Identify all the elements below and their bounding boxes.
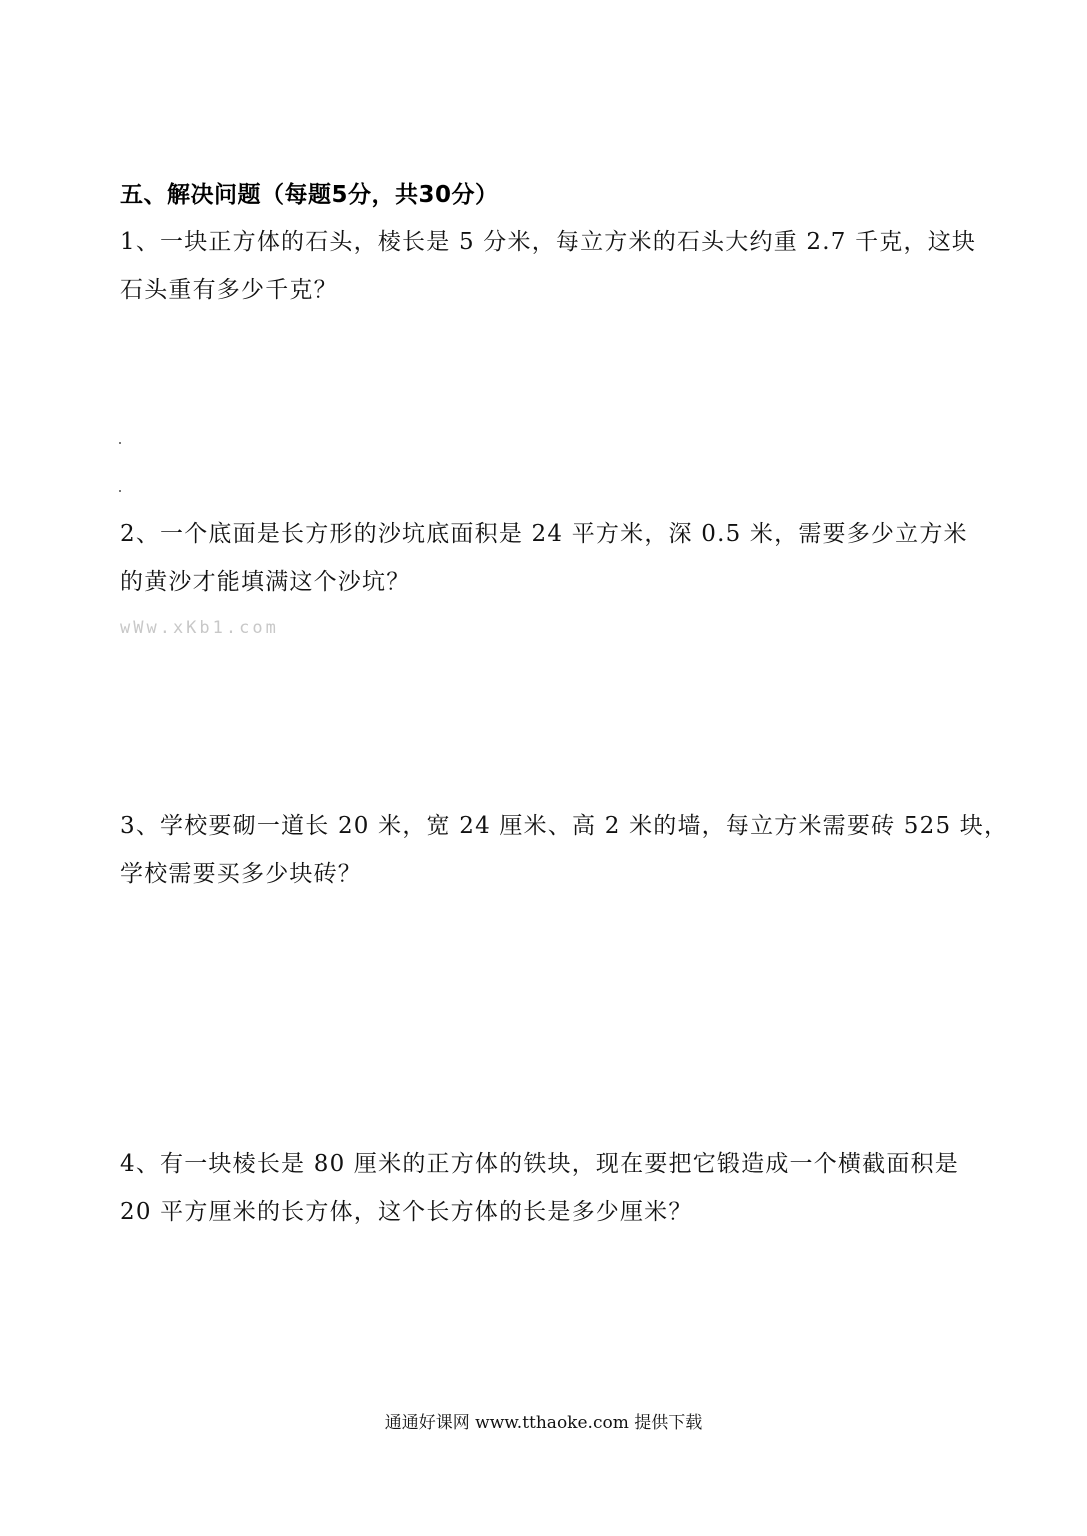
question-2-line-2: 的黄沙才能填满这个沙坑？: [120, 569, 411, 595]
question-2: [120, 510, 980, 606]
question-3: [120, 802, 1009, 898]
question-1-line-2: 石头重有多少千克？: [120, 277, 338, 303]
question-4-line-1: 4、有一块棱长是 80 厘米的正方体的铁块，现在要把它锻造成一个横截面积是: [120, 1151, 959, 1177]
question-1: [120, 218, 980, 314]
question-3-line-1: 3、学校要砌一道长 20 米，宽 24 厘米、高 2 米的墙，每立方米需要砖 525 块，: [120, 813, 1009, 839]
question-4-line-2: 20 平方厘米的长方体，这个长方体的长是多少厘米？: [120, 1199, 693, 1225]
stray-mark: [119, 442, 121, 444]
stray-mark: [119, 490, 121, 492]
question-3-line-2: 学校需要买多少块砖？: [120, 861, 362, 887]
question-4: [120, 1140, 980, 1236]
question-2-line-1: 2、一个底面是长方形的沙坑底面积是 24 平方米，深 0.5 米，需要多少立方米: [120, 521, 968, 547]
watermark-text: wWw.xKb1.com: [120, 618, 279, 638]
page-footer: 通通好课网 www.tthaoke.com 提供下载: [384, 1413, 703, 1433]
section-title: 五、解决问题（每题5分，共30分）: [120, 182, 499, 208]
question-1-line-1: 1、一块正方体的石头，棱长是 5 分米，每立方米的石头大约重 2.7 千克，这块: [120, 229, 977, 255]
